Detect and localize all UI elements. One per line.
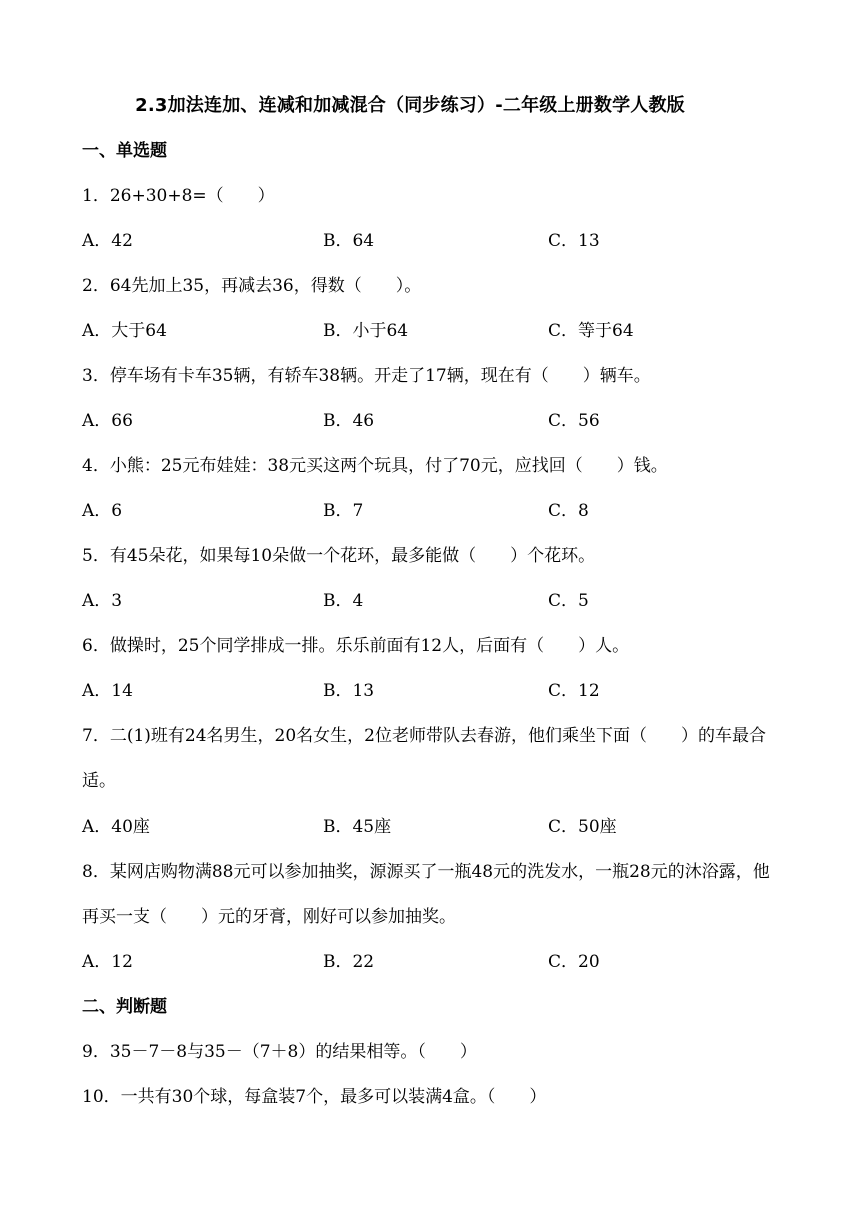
option-a[interactable]: A．12 — [82, 952, 133, 972]
option-a[interactable]: A．6 — [82, 501, 123, 521]
question-1: 1．26+30+8=（ ） — [82, 186, 275, 206]
option-c[interactable]: C．8 — [548, 501, 589, 521]
option-a[interactable]: A．42 — [82, 231, 133, 251]
question-3-options — [82, 408, 782, 434]
section-heading-single-choice: 一、单选题 — [82, 141, 167, 161]
option-b[interactable]: B．小于64 — [323, 321, 409, 341]
option-a[interactable]: A．40座 — [82, 817, 150, 837]
option-c[interactable]: C．12 — [548, 681, 600, 701]
question-5-options — [82, 588, 782, 614]
option-c[interactable]: C．50座 — [548, 817, 617, 837]
option-c[interactable]: C．13 — [548, 231, 600, 251]
option-c[interactable]: C．56 — [548, 411, 600, 431]
question-10: 10．一共有30个球，每盒装7个，最多可以装满4盒。（ ） — [82, 1087, 547, 1107]
question-7: 7．二(1)班有24名男生，20名女生，2位老师带队去春游，他们乘坐下面（ ）的车最合适。 — [82, 726, 766, 791]
question-9: 9．35－7－8与35－（7＋8）的结果相等。（ ） — [82, 1042, 477, 1062]
option-a[interactable]: A．66 — [82, 411, 133, 431]
option-c[interactable]: C．5 — [548, 591, 589, 611]
option-b[interactable]: B．4 — [323, 591, 364, 611]
question-4: 4．小熊：25元布娃娃：38元买这两个玩具，付了70元，应找回（ ）钱。 — [82, 456, 668, 476]
option-b[interactable]: B．7 — [323, 501, 364, 521]
question-4-options — [82, 498, 782, 524]
question-1-options — [82, 228, 782, 254]
option-b[interactable]: B．13 — [323, 681, 375, 701]
question-3: 3．停车场有卡车35辆，有轿车38辆。开走了17辆，现在有（ ）辆车。 — [82, 366, 651, 386]
option-b[interactable]: B．45座 — [323, 817, 392, 837]
question-7-options — [82, 814, 782, 840]
section-heading-true-false: 二、判断题 — [82, 997, 167, 1017]
question-6-options — [82, 678, 782, 704]
option-b[interactable]: B．46 — [323, 411, 375, 431]
question-6: 6．做操时，25个同学排成一排。乐乐前面有12人，后面有（ ）人。 — [82, 636, 630, 656]
option-a[interactable]: A．14 — [82, 681, 133, 701]
page-title: 2.3加法连加、连减和加减混合（同步练习）-二年级上册数学人教版 — [135, 95, 685, 116]
option-b[interactable]: B．64 — [323, 231, 375, 251]
option-c[interactable]: C．20 — [548, 952, 600, 972]
question-2: 2．64先加上35，再减去36，得数（ ）。 — [82, 276, 422, 296]
option-c[interactable]: C．等于64 — [548, 321, 634, 341]
question-2-options — [82, 318, 782, 344]
question-5: 5．有45朵花，如果每10朵做一个花环，最多能做（ ）个花环。 — [82, 546, 596, 566]
option-a[interactable]: A．3 — [82, 591, 123, 611]
option-a[interactable]: A．大于64 — [82, 321, 167, 341]
option-b[interactable]: B．22 — [323, 952, 375, 972]
question-8: 8．某网店购物满88元可以参加抽奖，源源买了一瓶48元的洗发水，一瓶28元的沐浴露，他再买一支（ ）元的牙膏，刚好可以参加抽奖。 — [82, 862, 770, 927]
question-8-options — [82, 949, 782, 975]
